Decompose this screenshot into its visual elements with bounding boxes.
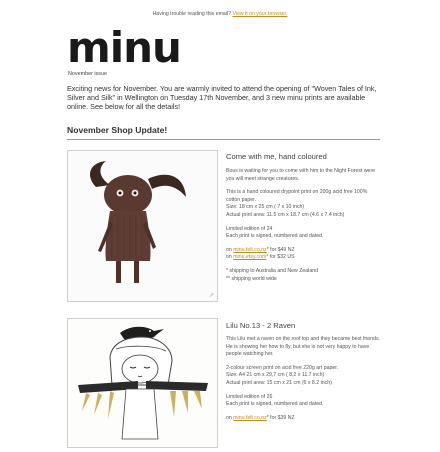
- product-details-come-with-me: [226, 168, 382, 289]
- product-image-come-with-me[interactable]: [67, 150, 218, 302]
- product-description: This Lilu met a raven on the roof top and they became best friends. He is showing her how to fly, but she is not very happy to have people watching her.: [226, 336, 380, 358]
- product-title-lilu[interactable]: Lilu No.13 - 2 Raven: [226, 321, 296, 330]
- product-edition: Limited edition of 24 Each print is signed, numbered and dated.: [226, 225, 324, 240]
- resize-handle-icon: ↗: [208, 293, 214, 299]
- lilu-raven-illustration: [68, 319, 217, 447]
- preheader: [0, 11, 440, 17]
- felt-shop-link[interactable]: minu.felt.co.nz: [233, 414, 267, 421]
- section-title: November Shop Update!: [67, 125, 168, 135]
- product-edition: Limited edition of 26 Each print is signed, numbered and dated.: [226, 393, 324, 408]
- product-image-lilu[interactable]: [67, 318, 218, 448]
- product-print-details: This is a hand coloured drypoint print on 200g acid free 100% cotton paper. Size: 18 cm x 25 cm ( 7 x 10 inch) Actual print area: 11.5 cm x 18.7 cm (4.6 x 7.4 inch): [226, 189, 368, 218]
- preheader-text: Having trouble reading this email?: [152, 11, 231, 17]
- shipping-notes: * shipping to Australia and New Zealand ** shipping world wide: [226, 267, 318, 282]
- bous-illustration: [68, 151, 217, 301]
- minu-logo[interactable]: minu: [67, 23, 181, 72]
- felt-shop-link[interactable]: minu.felt.co.nz: [233, 246, 267, 253]
- product-print-details: 2-colour screen print on acid free 220g art paper. Size: A4 21 cm x 29,7 cm ( 8,2 x 11.7 inch) Actual print area: 15 cm x 21 cm (6 x 8.2 inch): [226, 364, 339, 386]
- intro-paragraph: Exciting news for November. You are warmly invited to attend the opening of "Woven Tales of Ink, Silver and Silk" in Wellington on Tuesday 17th November, and 3 new minu prints are available online. See below for all the details!: [67, 84, 377, 111]
- view-in-browser-link[interactable]: View it on your browser.: [232, 11, 288, 17]
- product-title-come-with-me[interactable]: Come with me, hand coloured: [226, 152, 327, 161]
- issue-label: November issue: [68, 71, 107, 77]
- product-prices: on minu.felt.co.nz* for $39 NZ: [226, 414, 295, 421]
- section-divider: [67, 139, 380, 140]
- product-details-lilu: [226, 336, 382, 428]
- product-description: Bous is waiting for you to come with him to the Night Forest were you will meet strange creatures.: [226, 168, 376, 182]
- etsy-shop-link[interactable]: minu.etsy.com: [233, 254, 267, 261]
- product-prices: on minu.felt.co.nz* for $49 NZ on minu.etsy.com* for $32 US: [226, 246, 295, 261]
